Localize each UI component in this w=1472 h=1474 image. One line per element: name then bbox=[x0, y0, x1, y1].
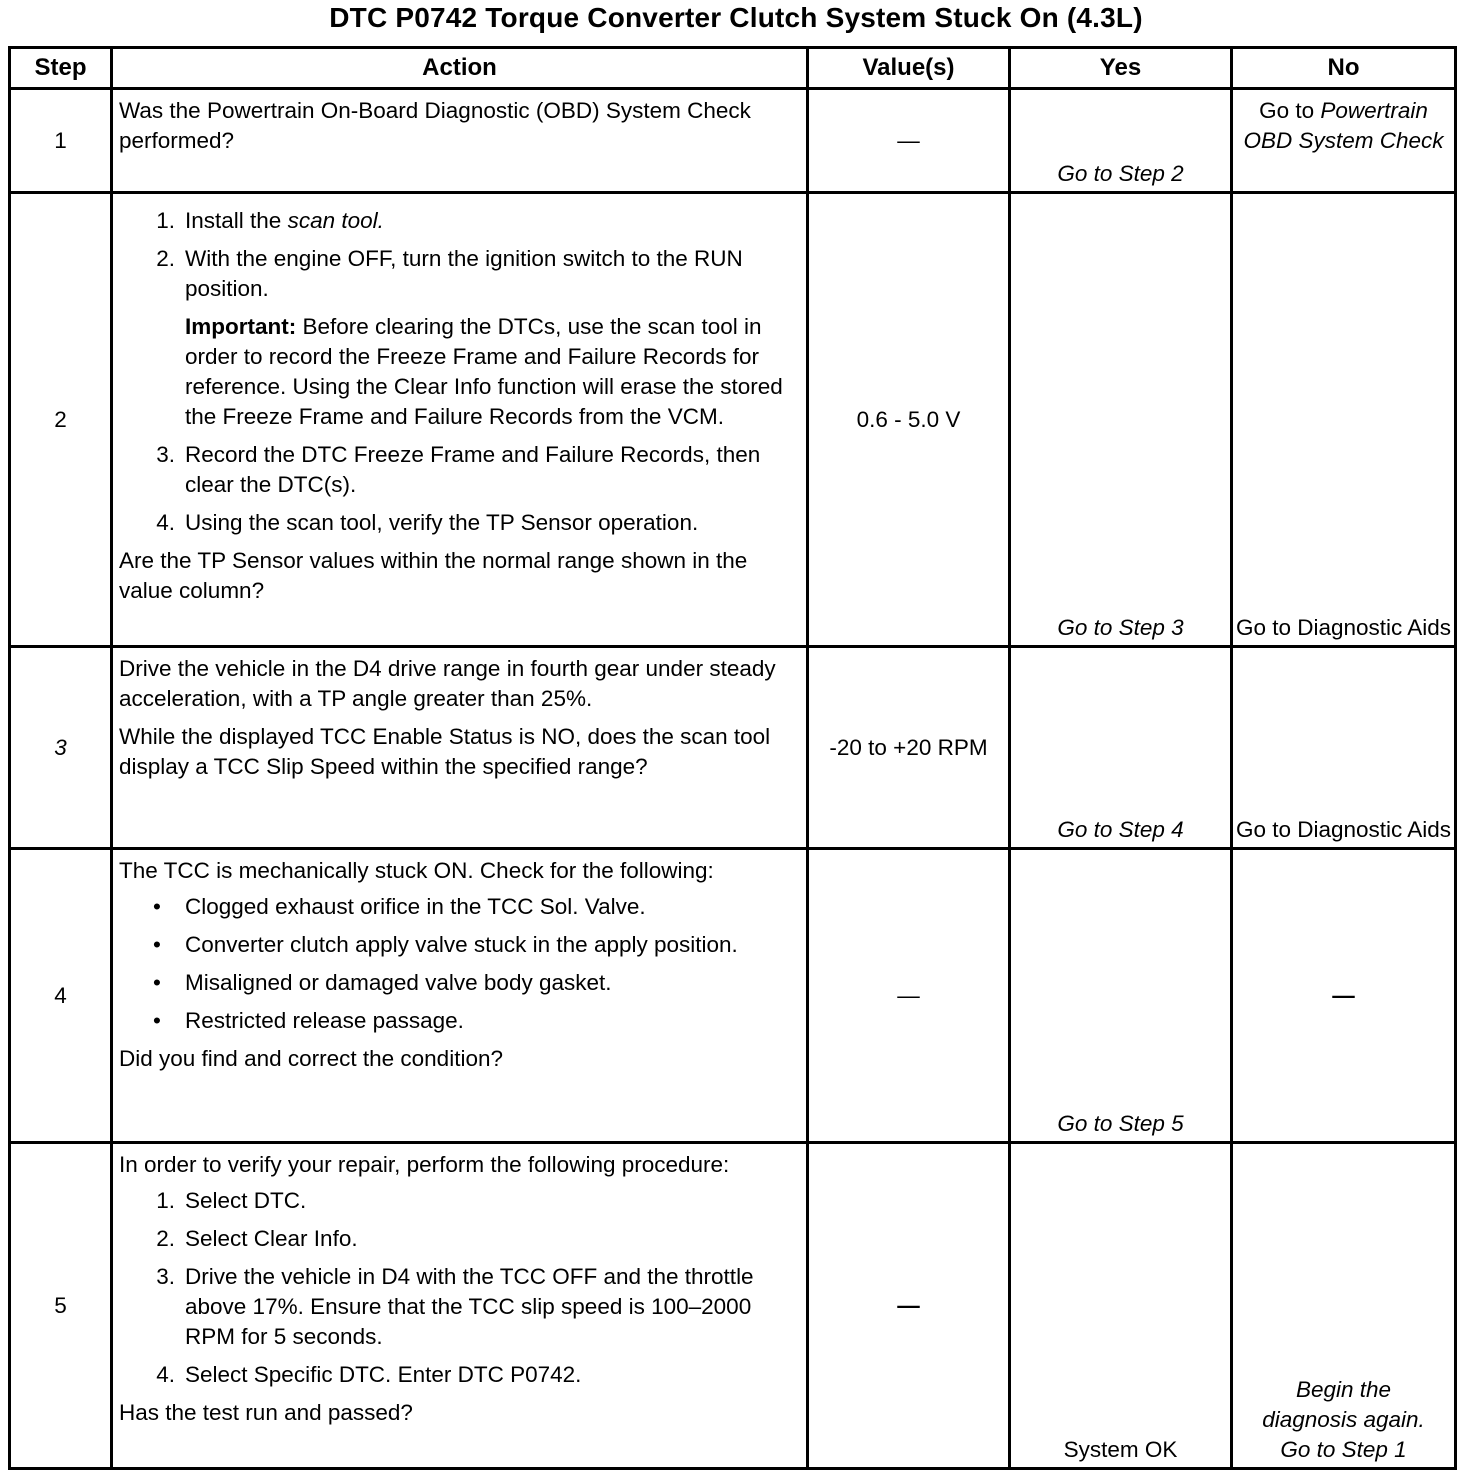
important-text: Before clearing the DTCs, use the scan tool in order to record the Freeze Frame and Failure Records for reference. Using the Clear Info function will erase the stored the Freeze Frame and Failure Records from the VCM. bbox=[185, 314, 783, 429]
yes-cell bbox=[1010, 1143, 1232, 1469]
yes-link[interactable]: System OK bbox=[1063, 1437, 1178, 1462]
no-link[interactable]: Go to Diagnostic Aids bbox=[1235, 817, 1452, 842]
value-cell: 0.6 - 5.0 V bbox=[808, 193, 1010, 647]
item-text: Drive the vehicle in D4 with the TCC OFF and the throttle above 17%. Ensure that the TCC slip speed is 100–2000 RPM for 5 seconds. bbox=[185, 1264, 754, 1349]
question-text: Was the Powertrain On-Board Diagnostic (OBD) System Check performed? bbox=[119, 98, 751, 153]
yes-cell bbox=[1010, 849, 1232, 1143]
value-cell: -20 to +20 RPM bbox=[808, 647, 1010, 849]
no-prefix: Go to bbox=[1259, 98, 1321, 123]
item-text: With the engine OFF, turn the ignition switch to the RUN position. bbox=[185, 246, 743, 301]
important-note bbox=[119, 312, 800, 432]
bullet-icon: • bbox=[153, 894, 161, 919]
bullet-item bbox=[119, 968, 800, 998]
value-cell bbox=[808, 1143, 1010, 1469]
item-text: Select Clear Info. bbox=[185, 1226, 358, 1251]
header-action: Action bbox=[112, 48, 808, 89]
list-item bbox=[119, 1186, 800, 1216]
item-text: Install the bbox=[185, 208, 288, 233]
item-number: 1. bbox=[156, 1188, 175, 1213]
instruction-text: In order to verify your repair, perform the following procedure: bbox=[119, 1152, 730, 1177]
yes-link[interactable]: Go to Step 3 bbox=[1057, 615, 1184, 640]
item-number: 2. bbox=[156, 246, 175, 271]
yes-cell bbox=[1010, 89, 1232, 193]
dash-value: — bbox=[1332, 982, 1355, 1008]
item-text: Select DTC. bbox=[185, 1188, 307, 1213]
action-cell bbox=[112, 1143, 808, 1469]
list-item bbox=[119, 1224, 800, 1254]
bullet-item bbox=[119, 1006, 800, 1036]
item-number: 3. bbox=[156, 442, 175, 467]
step-number: 5 bbox=[10, 1143, 112, 1469]
instruction-text: The TCC is mechanically stuck ON. Check for the following: bbox=[119, 858, 714, 883]
yes-link[interactable]: Go to Step 2 bbox=[1057, 161, 1184, 186]
yes-link[interactable]: Go to Step 5 bbox=[1057, 1111, 1184, 1136]
list-item bbox=[119, 1262, 800, 1352]
no-cell bbox=[1232, 849, 1456, 1143]
list-item bbox=[119, 244, 800, 304]
no-link[interactable]: Powertrain OBD System Check bbox=[1243, 98, 1444, 153]
step-number: 4 bbox=[10, 849, 112, 1143]
value-cell bbox=[808, 89, 1010, 193]
question-text: Did you find and correct the condition? bbox=[119, 1046, 503, 1071]
step-number: 3 bbox=[10, 647, 112, 849]
action-cell bbox=[112, 849, 808, 1143]
dash-value: — bbox=[897, 127, 920, 153]
no-link[interactable]: Begin the diagnosis again. Go to Step 1 bbox=[1262, 1377, 1425, 1462]
table-row-step-2 bbox=[10, 193, 1456, 647]
item-text: Record the DTC Freeze Frame and Failure Records, then clear the DTC(s). bbox=[185, 442, 761, 497]
step-number: 2 bbox=[10, 193, 112, 647]
item-number: 3. bbox=[156, 1264, 175, 1289]
action-cell bbox=[112, 89, 808, 193]
item-italic: scan tool. bbox=[287, 208, 384, 233]
yes-cell bbox=[1010, 193, 1232, 647]
action-cell bbox=[112, 193, 808, 647]
header-no: No bbox=[1232, 48, 1456, 89]
table-row-step-1 bbox=[10, 89, 1456, 193]
list-item bbox=[119, 206, 800, 236]
instruction-text: Drive the vehicle in the D4 drive range in fourth gear under steady acceleration, with a TP angle greater than 25%. bbox=[119, 656, 776, 711]
list-item bbox=[119, 508, 800, 538]
item-text: Select Specific DTC. Enter DTC P0742. bbox=[185, 1362, 582, 1387]
header-yes: Yes bbox=[1010, 48, 1232, 89]
no-cell bbox=[1232, 193, 1456, 647]
header-row bbox=[10, 48, 1456, 89]
question-text: Has the test run and passed? bbox=[119, 1400, 413, 1425]
item-text: Using the scan tool, verify the TP Sensor operation. bbox=[185, 510, 699, 535]
bullet-text: Restricted release passage. bbox=[185, 1008, 464, 1033]
list-item bbox=[119, 440, 800, 500]
action-cell bbox=[112, 647, 808, 849]
question-text: While the displayed TCC Enable Status is NO, does the scan tool display a TCC Slip Speed within the specified range? bbox=[119, 724, 771, 779]
diagnostic-table bbox=[8, 46, 1457, 1470]
bullet-icon: • bbox=[153, 932, 161, 957]
bullet-text: Clogged exhaust orifice in the TCC Sol. Valve. bbox=[185, 894, 646, 919]
no-link[interactable]: Go to Diagnostic Aids bbox=[1235, 615, 1452, 640]
table-row-step-5 bbox=[10, 1143, 1456, 1469]
bullet-text: Converter clutch apply valve stuck in the apply position. bbox=[185, 932, 738, 957]
dash-value: — bbox=[897, 1292, 920, 1318]
bullet-text: Misaligned or damaged valve body gasket. bbox=[185, 970, 612, 995]
table-row-step-4 bbox=[10, 849, 1456, 1143]
page-title: DTC P0742 Torque Converter Clutch System Stuck On (4.3L) bbox=[329, 2, 1143, 33]
yes-link[interactable]: Go to Step 4 bbox=[1057, 817, 1184, 842]
no-cell bbox=[1232, 1143, 1456, 1469]
value-cell: — bbox=[808, 849, 1010, 1143]
item-number: 4. bbox=[156, 510, 175, 535]
header-values: Value(s) bbox=[808, 48, 1010, 89]
important-label: Important: bbox=[185, 314, 297, 339]
list-item bbox=[119, 1360, 800, 1390]
table-row-step-3 bbox=[10, 647, 1456, 849]
header-step: Step bbox=[10, 48, 112, 89]
no-cell bbox=[1232, 647, 1456, 849]
item-number: 2. bbox=[156, 1226, 175, 1251]
question-text: Are the TP Sensor values within the normal range shown in the value column? bbox=[119, 548, 748, 603]
item-number: 4. bbox=[156, 1362, 175, 1387]
yes-cell bbox=[1010, 647, 1232, 849]
bullet-icon: • bbox=[153, 970, 161, 995]
item-number: 1. bbox=[156, 208, 175, 233]
bullet-icon: • bbox=[153, 1008, 161, 1033]
step-number: 1 bbox=[10, 89, 112, 193]
bullet-item bbox=[119, 892, 800, 922]
bullet-item bbox=[119, 930, 800, 960]
no-cell bbox=[1232, 89, 1456, 193]
